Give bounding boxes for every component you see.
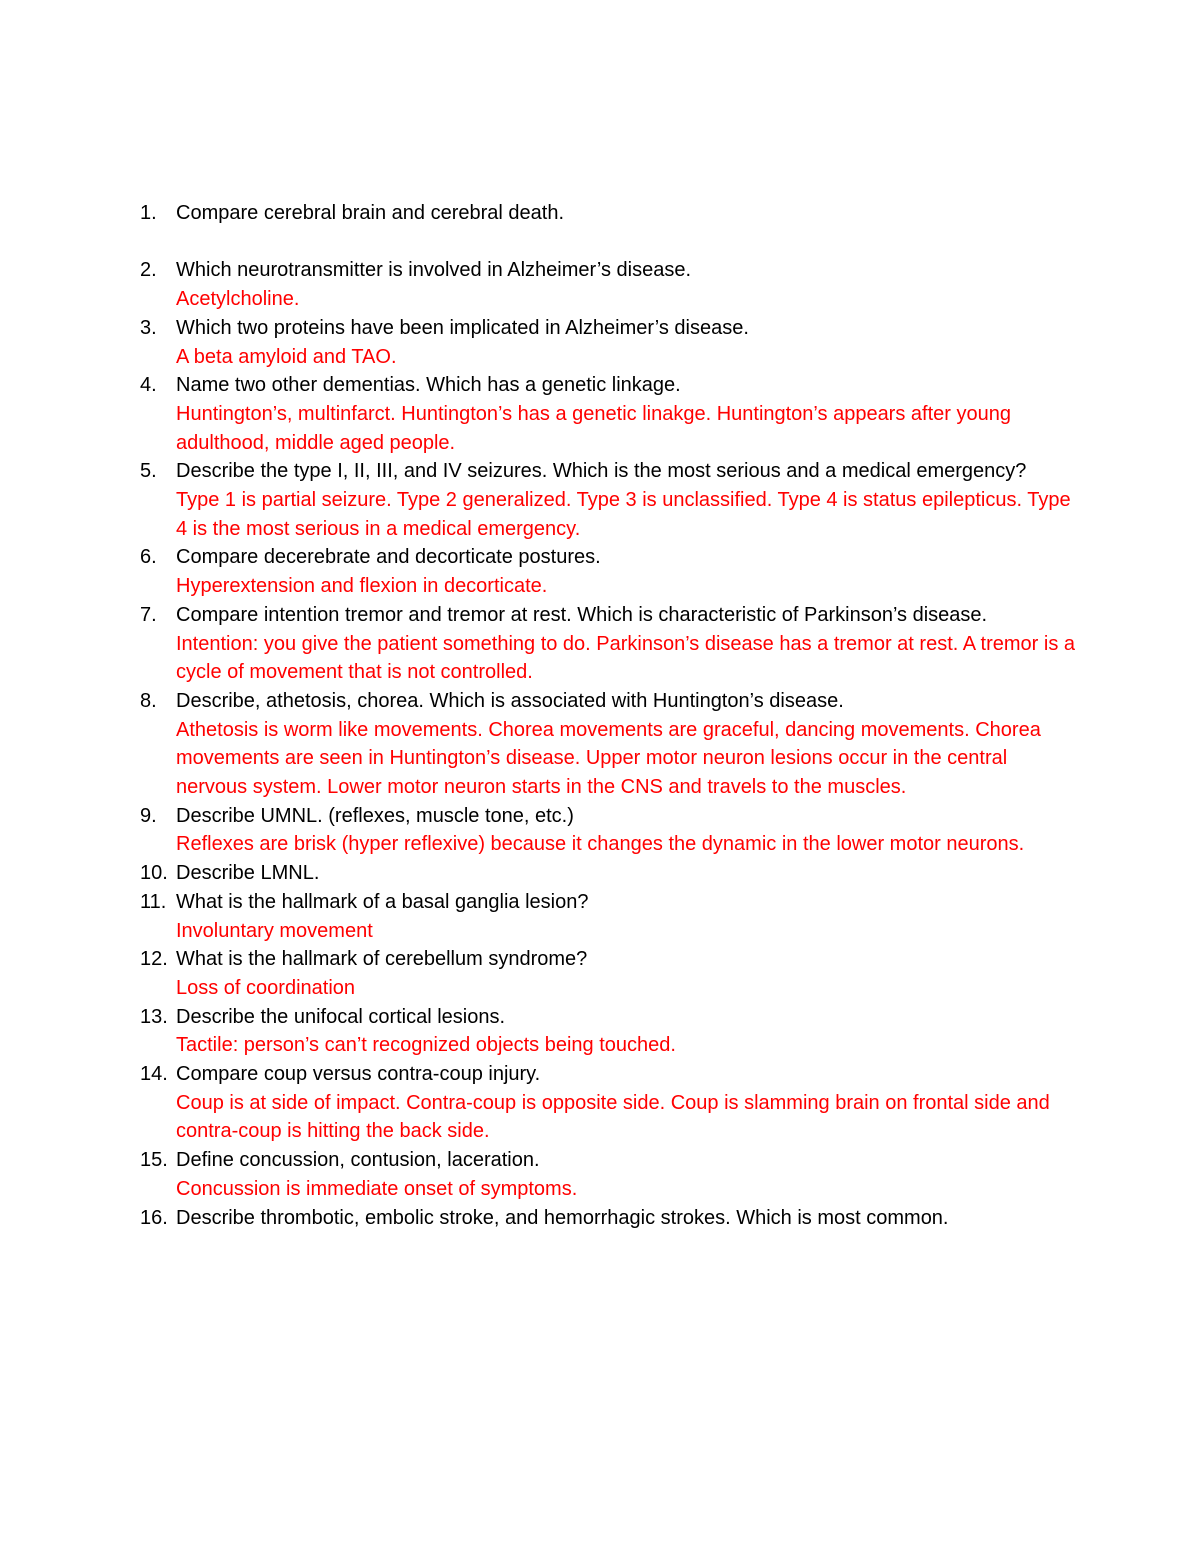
question-list xyxy=(0,199,1200,1232)
question-item-6 xyxy=(0,543,1076,600)
question-text: Which two proteins have been implicated in Alzheimer’s disease. xyxy=(176,316,749,339)
question-text: Describe thrombotic, embolic stroke, and hemorrhagic strokes. Which is most common. xyxy=(176,1206,949,1229)
question-text: Describe UMNL. (reflexes, muscle tone, etc.) xyxy=(176,804,574,827)
answer-text: Athetosis is worm like movements. Chorea movements are graceful, dancing movements. Chorea movements are seen in Huntington’s disease. Upper motor neuron lesions occur in the central nervous system. Lower motor neuron starts in the CNS and travels to the muscles. xyxy=(176,718,1041,799)
question-number: 12. xyxy=(140,948,168,971)
question-item-3 xyxy=(0,314,1076,371)
question-number: 15. xyxy=(140,1149,168,1172)
question-number: 16. xyxy=(140,1206,168,1229)
question-number: 1. xyxy=(140,202,157,224)
answer-text: Tactile: person’s can’t recognized objects being touched. xyxy=(176,1034,676,1057)
question-number: 2. xyxy=(140,259,157,282)
question-item-7 xyxy=(0,601,1076,687)
answer-text: Loss of coordination xyxy=(176,976,356,999)
answer-text: Hyperextension and flexion in decorticate. xyxy=(176,575,548,598)
question-item-14 xyxy=(0,1060,1076,1146)
answer-text: Acetylcholine. xyxy=(176,288,300,311)
answer-text: A beta amyloid and TAO. xyxy=(176,345,397,368)
question-item-15 xyxy=(0,1146,1076,1203)
question-item-8 xyxy=(0,687,1076,802)
question-text: Describe, athetosis, chorea. Which is associated with Huntington’s disease. xyxy=(176,689,844,712)
question-text: What is the hallmark of cerebellum syndrome? xyxy=(176,948,588,971)
question-text: Describe LMNL. xyxy=(176,862,320,885)
question-text: Compare decerebrate and decorticate postures. xyxy=(176,546,601,569)
question-item-1 xyxy=(0,199,1076,228)
question-text: Describe the unifocal cortical lesions. xyxy=(176,1005,506,1028)
question-number: 6. xyxy=(140,546,157,569)
question-number: 5. xyxy=(140,460,157,483)
question-number: 9. xyxy=(140,804,157,827)
question-text: Compare intention tremor and tremor at rest. Which is characteristic of Parkinson’s disease. xyxy=(176,603,988,626)
question-text: Compare coup versus contra-coup injury. xyxy=(176,1063,541,1086)
answer-text: Type 1 is partial seizure. Type 2 generalized. Type 3 is unclassified. Type 4 is status epilepticus. Type 4 is the most serious in a medical emergency. xyxy=(176,489,1071,540)
answer-text: Coup is at side of impact. Contra-coup is opposite side. Coup is slamming brain on frontal side and contra-coup is hitting the back side. xyxy=(176,1091,1050,1143)
question-text: Compare cerebral brain and cerebral death. xyxy=(176,202,564,224)
question-item-10 xyxy=(0,859,1076,888)
question-item-4 xyxy=(0,371,1076,457)
answer-text: Concussion is immediate onset of symptoms. xyxy=(176,1177,578,1200)
question-text: Define concussion, contusion, laceration. xyxy=(176,1149,540,1172)
question-number: 10. xyxy=(140,862,168,885)
question-item-11 xyxy=(0,888,1076,945)
answer-text: Reflexes are brisk (hyper reflexive) because it changes the dynamic in the lower motor neurons. xyxy=(176,833,1025,856)
question-number: 3. xyxy=(140,316,157,339)
question-item-13 xyxy=(0,1003,1076,1060)
question-item-9 xyxy=(0,802,1076,859)
question-text: Name two other dementias. Which has a genetic linkage. xyxy=(176,374,681,397)
question-item-16 xyxy=(0,1204,1076,1233)
question-text: Describe the type I, II, III, and IV seizures. Which is the most serious and a medical emergency? xyxy=(176,460,1027,483)
question-text: What is the hallmark of a basal ganglia lesion? xyxy=(176,890,589,913)
question-number: 13. xyxy=(140,1005,168,1028)
answer-text: Involuntary movement xyxy=(176,919,373,942)
answer-text: Huntington’s, multinfarct. Huntington’s has a genetic linakge. Huntington’s appears after young adulthood, middle aged people. xyxy=(176,402,1011,454)
question-number: 4. xyxy=(140,374,157,397)
question-number: 8. xyxy=(140,689,157,712)
question-number: 7. xyxy=(140,603,157,626)
question-item-12 xyxy=(0,945,1076,1002)
question-number: 14. xyxy=(140,1063,168,1086)
question-item-2 xyxy=(0,256,1076,313)
answer-text: Intention: you give the patient something to do. Parkinson’s disease has a tremor at rest. A tremor is a cycle of movement that is not controlled. xyxy=(176,632,1076,684)
question-item-5 xyxy=(0,457,1076,543)
question-number: 11. xyxy=(140,890,167,913)
question-text: Which neurotransmitter is involved in Alzheimer’s disease. xyxy=(176,259,692,282)
